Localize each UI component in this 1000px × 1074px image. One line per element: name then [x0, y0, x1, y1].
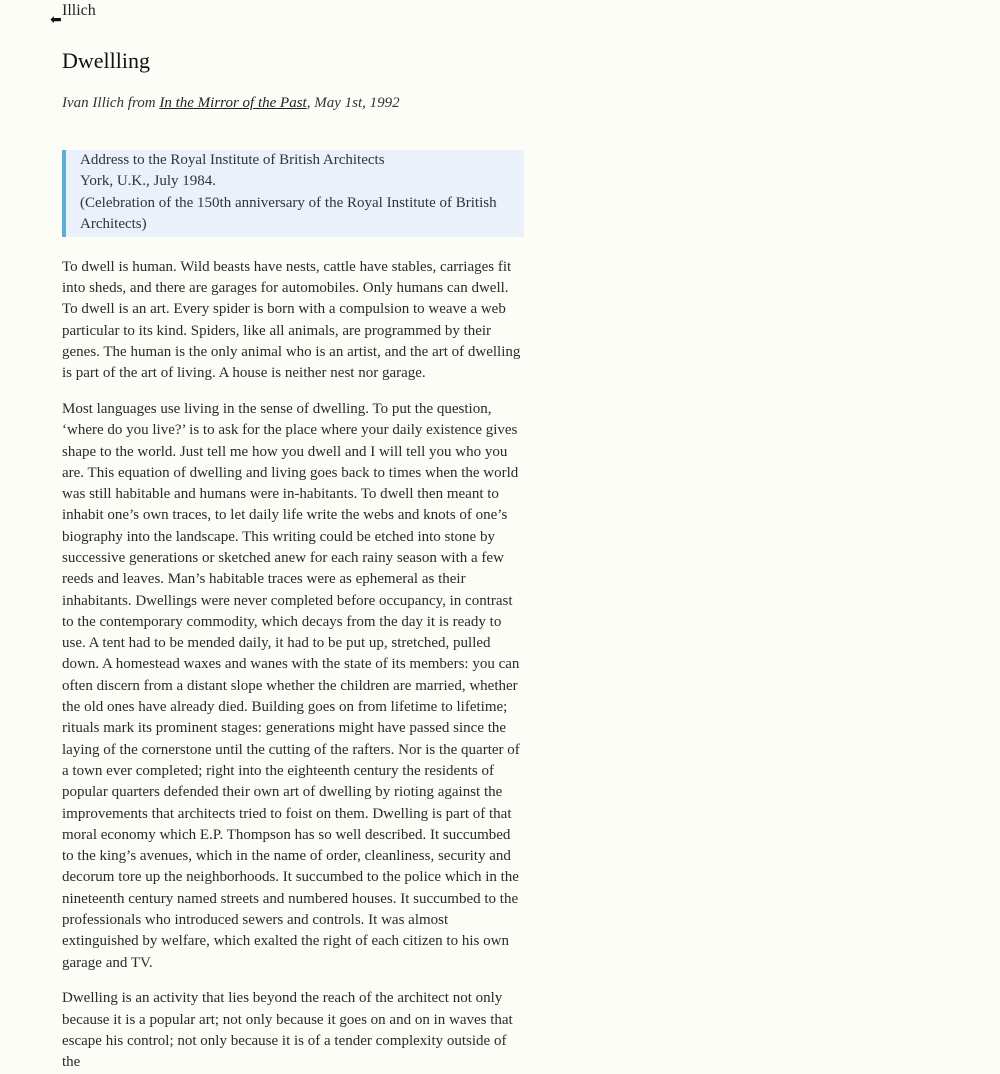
address-line: York, U.K., July 1984.	[80, 173, 216, 190]
paragraph: To dwell is human. Wild beasts have nests, cattle have stables, carriages fit into sheds, and there are garages for automobiles. Only humans can dwell. To dwell is an art. Every spider is born with a compulsion to weave a web particular to its kind. Spiders, like all animals, are programmed by their genes. The human is the only animal who is an artist, and the art of dwelling is part of the art of living. A house is neither nest nor garage.	[62, 258, 521, 382]
source-link[interactable]: In the Mirror of the Past	[159, 95, 307, 111]
byline	[62, 93, 524, 113]
article	[62, 44, 524, 1074]
address-blockquote	[62, 150, 524, 237]
address-line: (Celebration of the 150th anniversary of the Royal Institute of British Architects)	[80, 194, 497, 233]
address-line: Address to the Royal Institute of British Architects	[80, 152, 385, 168]
byline-author: Ivan Illich from	[62, 95, 160, 111]
site-name-link[interactable]: Illich	[62, 2, 96, 19]
paragraph: Dwelling is an activity that lies beyond the reach of the architect not only because it is a popular art; not only because it goes on and on in waves that escape his control; not only because it is of a tender complexity outside of the	[62, 990, 513, 1071]
arrow-left-icon[interactable]: ⬅	[50, 12, 62, 28]
article-title: Dwellling	[62, 48, 150, 73]
byline-date: , May 1st, 1992	[306, 95, 400, 111]
paragraph: Most languages use living in the sense of dwelling. To put the question, ‘where do you live?’ is to ask for the place where your daily existence gives shape to the world. Just tell me how you dwell and I will tell you who you are. This equation of dwelling and living goes back to times when the world was still habitable and humans were in-habitants. To dwell then meant to inhabit one’s own traces, to let daily life write the webs and knots of one’s biography into the landscape. This writing could be etched into stone by successive generations or sketched anew for each rainy season with a few reeds and leaves. Man’s habitable traces were as ephemeral as their inhabitants. Dwellings were never completed before occupancy, in contrast to the contemporary commodity, which decays from the day it is ready to use. A tent had to be mended daily, it had to be put up, stretched, pulled down. A homestead waxes and wanes with the state of its members: you can often discern from a distant slope whether the children are married, whether the old ones have already died. Building goes on from lifetime to lifetime; rituals mark its prominent stages: generations might have passed since the laying of the cornerstone until the cutting of the rafters. Nor is the quarter of a town ever completed; right into the eighteenth century the residents of popular quarters defended their own art of dwelling by rioting against the improvements that architects tried to foist on them. Dwelling is part of that moral economy which E.P. Thompson has so well described. It succumbed to the king’s avenues, which in the name of order, cleanliness, security and decorum tore up the neighborhoods. It succumbed to the police which in the nineteenth century named streets and numbered houses. It succumbed to the professionals who introduced sewers and controls. It was almost extinguished by welfare, which exalted the right of each citizen to his own garage and TV.	[62, 400, 520, 971]
